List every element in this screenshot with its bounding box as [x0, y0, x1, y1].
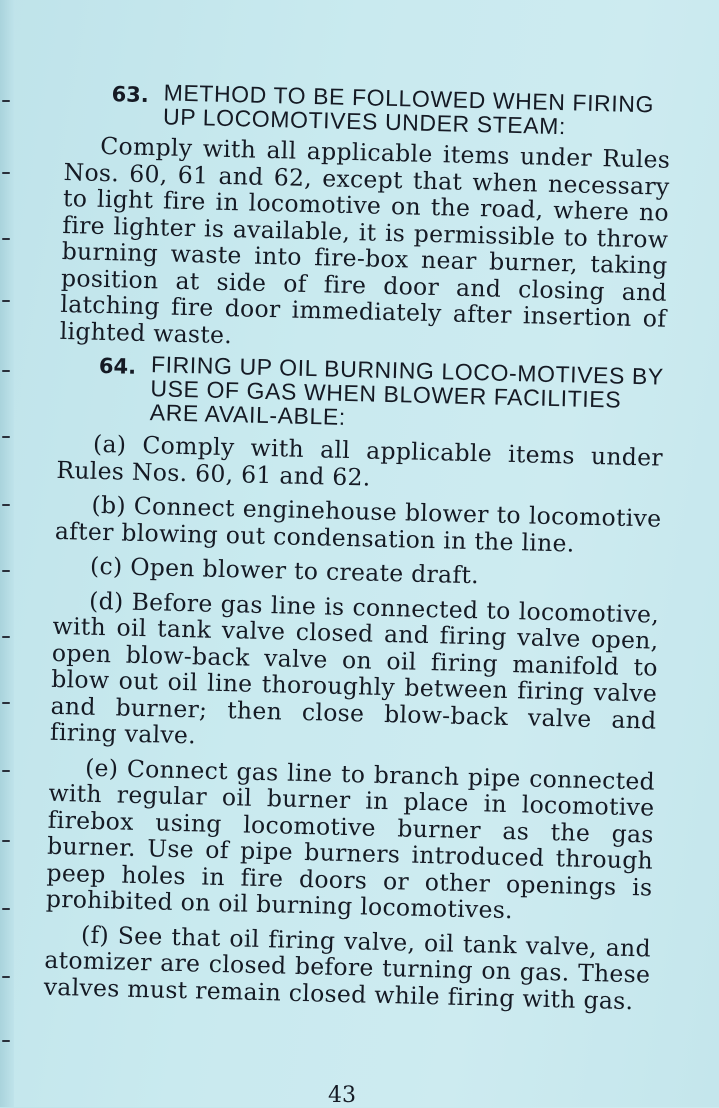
binding-stitch	[2, 172, 10, 174]
binding-stitch	[2, 300, 10, 302]
rule-63-title: METHOD TO BE FOLLOWED WHEN FIRING UP LOCOMOTIVES UNDER STEAM:	[162, 79, 655, 140]
item-label: (a)	[92, 429, 127, 459]
rule-63-section	[60, 78, 672, 359]
binding-stitch	[2, 504, 10, 506]
rule-64-item-b	[55, 491, 662, 559]
binding-stitch	[2, 436, 10, 438]
item-text: See that oil firing valve, oil tank valve, and atomizer are closed before turning on gas. These valves must remain closed while firing with gas.	[43, 921, 652, 1015]
item-label: (d)	[88, 586, 124, 616]
rule-64-item-a	[56, 430, 663, 498]
binding-stitch	[2, 908, 10, 910]
item-label: (e)	[84, 753, 119, 782]
item-text: Connect enginehouse blower to locomotive after blowing out condensation in the line.	[54, 491, 662, 558]
binding-stitch	[2, 100, 10, 102]
binding-stitch	[2, 770, 10, 772]
binding-stitch	[2, 636, 10, 638]
item-label: (b)	[91, 490, 127, 520]
rule-64-number: 64.	[98, 353, 137, 379]
item-label: (f)	[80, 920, 110, 949]
rule-64-item-e	[46, 753, 656, 927]
rule-64-section	[43, 350, 665, 1015]
binding-stitch	[2, 370, 10, 372]
item-text: Comply with all applicable items under Rules Nos. 60, 61 and 62.	[56, 430, 664, 492]
rule-64-heading	[98, 351, 666, 437]
rule-64-item-f	[43, 920, 651, 1014]
binding-stitch	[2, 840, 10, 842]
rule-64-title: FIRING UP OIL BURNING LOCO-MOTIVES BY USE OF GAS WHEN BLOWER FACILITIES ARE AVAIL-ABLE:	[149, 351, 664, 430]
binding-stitch	[2, 570, 10, 572]
book-binding-edge	[0, 0, 14, 1107]
rule-64-item-d	[50, 586, 660, 760]
item-text: Connect gas line to branch pipe connected with regular oil burner in place in locomotive firebox using locomotive burner as the gas burner. Use of pipe burners introduced through peep holes in fire doors or other openings is prohibited on oil burning locomotives.	[45, 754, 656, 925]
item-label: (c)	[89, 551, 123, 581]
binding-stitch	[2, 1040, 10, 1042]
binding-stitch	[2, 976, 10, 978]
page-content	[43, 78, 671, 1015]
page-number: 43	[328, 1083, 356, 1108]
rule-63-heading	[111, 79, 672, 141]
item-text: Before gas line is connected to locomotive, with oil tank valve closed and firing valve open, open blow-back valve on oil firing manifold to blow out oil line thoroughly between firing valve and burner; then close blow-back valve and firing valve.	[49, 587, 660, 750]
rule-63-number: 63.	[111, 82, 150, 108]
binding-stitch	[2, 702, 10, 704]
rule-63-body: Comply with all applicable items under Rules Nos. 60, 61 and 62, except that when necessary to light fire in locomotive on the road, where no fire lighter is available, it is permissible to throw burning waste into fire-box near burner, taking position at side of fire door and closing and latching fire door immediately after insertion of lighted waste.	[59, 131, 671, 349]
binding-stitch	[2, 238, 10, 240]
item-text: Open blower to create draft.	[129, 552, 480, 590]
